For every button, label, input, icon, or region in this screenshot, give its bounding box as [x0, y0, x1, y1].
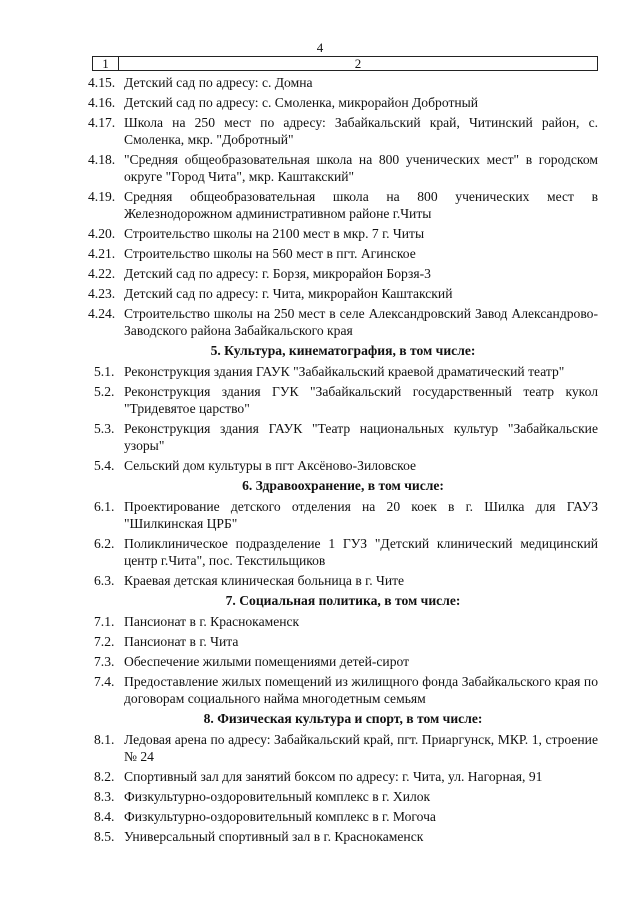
- item-text: Реконструкция здания ГАУК "Театр национальных культур "Забайкальские узоры": [124, 421, 598, 453]
- list-item: [88, 363, 598, 380]
- section-heading-healthcare: 6. Здравоохранение, в том числе:: [242, 478, 444, 493]
- list-item: [88, 768, 598, 785]
- list-item: [88, 114, 598, 148]
- item-number: 5.3.: [94, 421, 115, 436]
- list-item: [88, 572, 598, 589]
- list-item: [88, 808, 598, 825]
- item-text: Спортивный зал для занятий боксом по адресу: г. Чита, ул. Нагорная, 91: [124, 769, 543, 784]
- header-col-1: 1: [93, 57, 119, 70]
- item-number: 4.17.: [88, 115, 116, 130]
- item-number: 5.2.: [94, 384, 115, 399]
- item-text: Детский сад по адресу: с. Домна: [124, 75, 313, 90]
- section-8-list: [88, 731, 598, 845]
- item-text: Поликлиническое подразделение 1 ГУЗ "Детский клинический медицинский центр г.Чита", пос. Текстильщиков: [124, 536, 598, 568]
- list-item: [88, 788, 598, 805]
- list-item: [88, 828, 598, 845]
- list-item: [88, 305, 598, 339]
- item-text: Школа на 250 мест по адресу: Забайкальский край, Читинский район, с. Смоленка, мкр. "Добротный": [124, 115, 598, 147]
- list-item: [88, 535, 598, 569]
- item-text: Сельский дом культуры в пгт Аксёново-Зиловское: [124, 458, 417, 473]
- section-heading-social-policy: 7. Социальная политика, в том числе:: [225, 593, 461, 608]
- item-number: 8.3.: [94, 789, 115, 804]
- list-item: [88, 94, 598, 111]
- list-item: [88, 673, 598, 707]
- item-number: 6.2.: [94, 536, 115, 551]
- list-item: [88, 457, 598, 474]
- list-item: [88, 420, 598, 454]
- item-number: 7.4.: [94, 674, 115, 689]
- item-number: 7.1.: [94, 614, 115, 629]
- item-number: 4.18.: [88, 152, 116, 167]
- list-item: [88, 731, 598, 765]
- item-text: Физкультурно-оздоровительный комплекс в г. Хилок: [124, 789, 431, 804]
- item-number: 8.4.: [94, 809, 115, 824]
- item-text: Реконструкция здания ГУК "Забайкальский государственный театр кукол "Тридевятое царство": [124, 384, 598, 416]
- item-text: Обеспечение жилыми помещениями детей-сирот: [124, 654, 410, 669]
- list-item: [88, 74, 598, 91]
- item-text: Пансионат в г. Чита: [124, 634, 239, 649]
- item-text: Универсальный спортивный зал в г. Краснокаменск: [124, 829, 424, 844]
- item-number: 8.5.: [94, 829, 115, 844]
- item-number: 4.21.: [88, 246, 116, 261]
- list-item: [88, 188, 598, 222]
- table-header: [92, 56, 598, 71]
- section-5-list: [88, 363, 598, 474]
- item-number: 5.4.: [94, 458, 115, 473]
- section-heading-sport: 8. Физическая культура и спорт, в том числе:: [203, 711, 483, 726]
- item-number: 4.19.: [88, 189, 116, 204]
- item-text: Строительство школы на 560 мест в пгт. Агинское: [124, 246, 416, 261]
- item-text: Пансионат в г. Краснокаменск: [124, 614, 300, 629]
- list-item: [88, 151, 598, 185]
- section-4-list: [88, 74, 598, 339]
- item-text: Ледовая арена по адресу: Забайкальский край, пгт. Приаргунск, МКР. 1, строение № 24: [124, 732, 598, 764]
- list-item: [88, 245, 598, 262]
- item-text: "Средняя общеобразовательная школа на 800 ученических мест" в городском округе "Город Чита", мкр. Каштакский": [124, 152, 598, 184]
- list-item: [88, 653, 598, 670]
- item-number: 4.22.: [88, 266, 116, 281]
- item-text: Средняя общеобразовательная школа на 800 ученических мест в Железнодорожном административном районе г.Читы: [124, 189, 598, 221]
- item-text: Детский сад по адресу: г. Чита, микрорайон Каштакский: [124, 286, 453, 301]
- page-number: 4: [316, 40, 324, 55]
- list-item: [88, 285, 598, 302]
- list-item: [88, 225, 598, 242]
- item-text: Краевая детская клиническая больница в г. Чите: [124, 573, 405, 588]
- item-number: 4.16.: [88, 95, 116, 110]
- list-item: [88, 383, 598, 417]
- item-number: 8.1.: [94, 732, 115, 747]
- item-number: 6.1.: [94, 499, 115, 514]
- list-item: [88, 498, 598, 532]
- item-text: Предоставление жилых помещений из жилищного фонда Забайкальского края по договорам социального найма многодетным семьям: [124, 674, 598, 706]
- item-text: Строительство школы на 2100 мест в мкр. 7 г. Читы: [124, 226, 425, 241]
- list-item: [88, 265, 598, 282]
- header-col-2: 2: [354, 56, 362, 71]
- list-item: [88, 613, 598, 630]
- item-number: 5.1.: [94, 364, 115, 379]
- item-number: 7.2.: [94, 634, 115, 649]
- item-number: 7.3.: [94, 654, 115, 669]
- item-number: 8.2.: [94, 769, 115, 784]
- item-number: 4.20.: [88, 226, 116, 241]
- section-6-list: [88, 498, 598, 589]
- item-number: 6.3.: [94, 573, 115, 588]
- item-number: 4.23.: [88, 286, 116, 301]
- list-item: [88, 633, 598, 650]
- item-text: Строительство школы на 250 мест в селе Александровский Завод Александрово-Заводского района Забайкальского края: [124, 306, 598, 338]
- item-number: 4.24.: [88, 306, 116, 321]
- item-text: Реконструкция здания ГАУК "Забайкальский краевой драматический театр": [124, 364, 565, 379]
- item-text: Детский сад по адресу: с. Смоленка, микрорайон Добротный: [124, 95, 479, 110]
- section-7-list: [88, 613, 598, 707]
- item-text: Физкультурно-оздоровительный комплекс в г. Могоча: [124, 809, 436, 824]
- item-text: Детский сад по адресу: г. Борзя, микрорайон Борзя-3: [124, 266, 431, 281]
- section-heading-culture: 5. Культура, кинематография, в том числе:: [210, 343, 476, 358]
- item-text: Проектирование детского отделения на 20 коек в г. Шилка для ГАУЗ "Шилкинская ЦРБ": [124, 499, 598, 531]
- item-number: 4.15.: [88, 75, 116, 90]
- document-body: [88, 74, 598, 848]
